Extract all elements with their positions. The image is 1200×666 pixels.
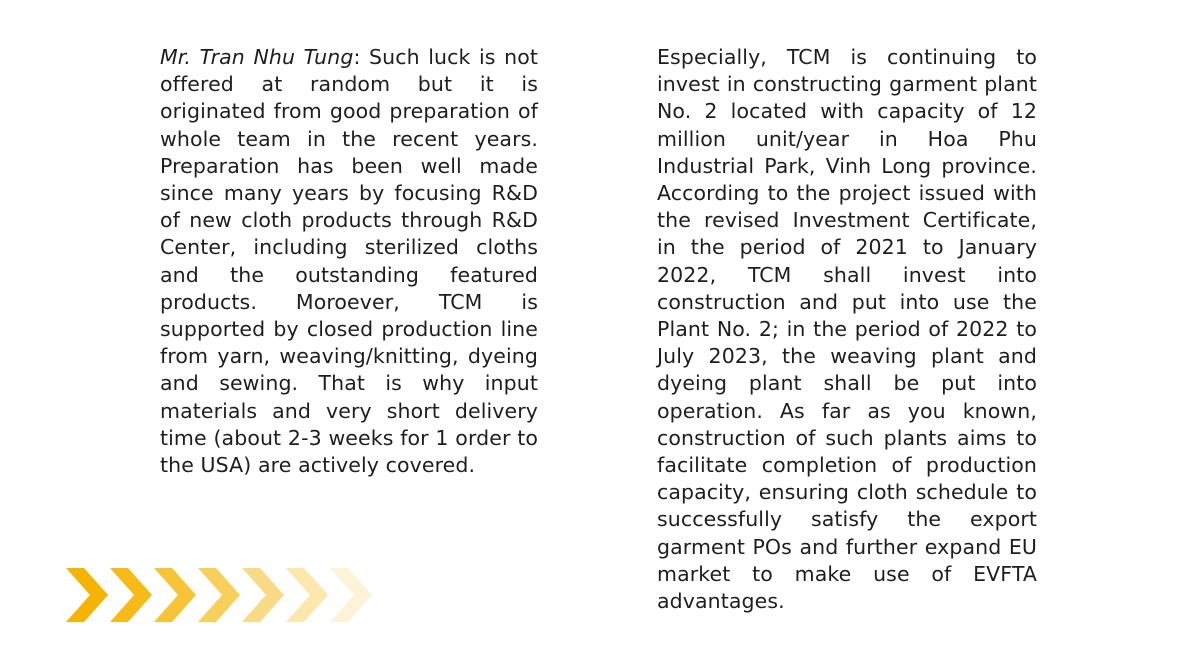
chevron-7 xyxy=(330,568,372,622)
left-paragraph: : Such luck is not offered at random but it is originated from good preparation of whole team in the recent years. Preparation has been well made since many years by focusing R&D of new cloth products through R&D Center, including sterilized cloths and the outstanding featured products. Moroever, TCM is supported by closed production line from yarn, weaving/knitting, dyeing and sewing. That is why input materials and very short delivery time (about 2-3 weeks for 1 order to the USA) are actively covered. xyxy=(160,45,538,478)
right-paragraph: Especially, TCM is continuing to invest in constructing garment plant No. 2 located with capacity of 12 million unit/year in Hoa Phu Industrial Park, Vinh Long province. According to the project issued with the revised Investment Certificate, in the period of 2021 to January 2022, TCM shall invest into construction and put into use the Plant No. 2; in the period of 2022 to July 2023, the weaving plant and dyeing plant shall be put into operation. As far as you known, construction of such plants aims to facilitate completion of production capacity, ensuring cloth schedule to successfully satisfy the export garment POs and further expand EU market to make use of EVFTA advantages. xyxy=(657,45,1037,614)
left-text-column xyxy=(160,44,538,479)
chevron-arrows-icon xyxy=(66,568,386,622)
chevron-1 xyxy=(66,568,108,622)
speaker-name: Mr. Tran Nhu Tung xyxy=(160,45,354,69)
chevron-6 xyxy=(286,568,328,622)
chevron-5 xyxy=(242,568,284,622)
chevron-4 xyxy=(198,568,240,622)
chevron-3 xyxy=(154,568,196,622)
chevron-2 xyxy=(110,568,152,622)
right-text-column xyxy=(657,44,1037,615)
